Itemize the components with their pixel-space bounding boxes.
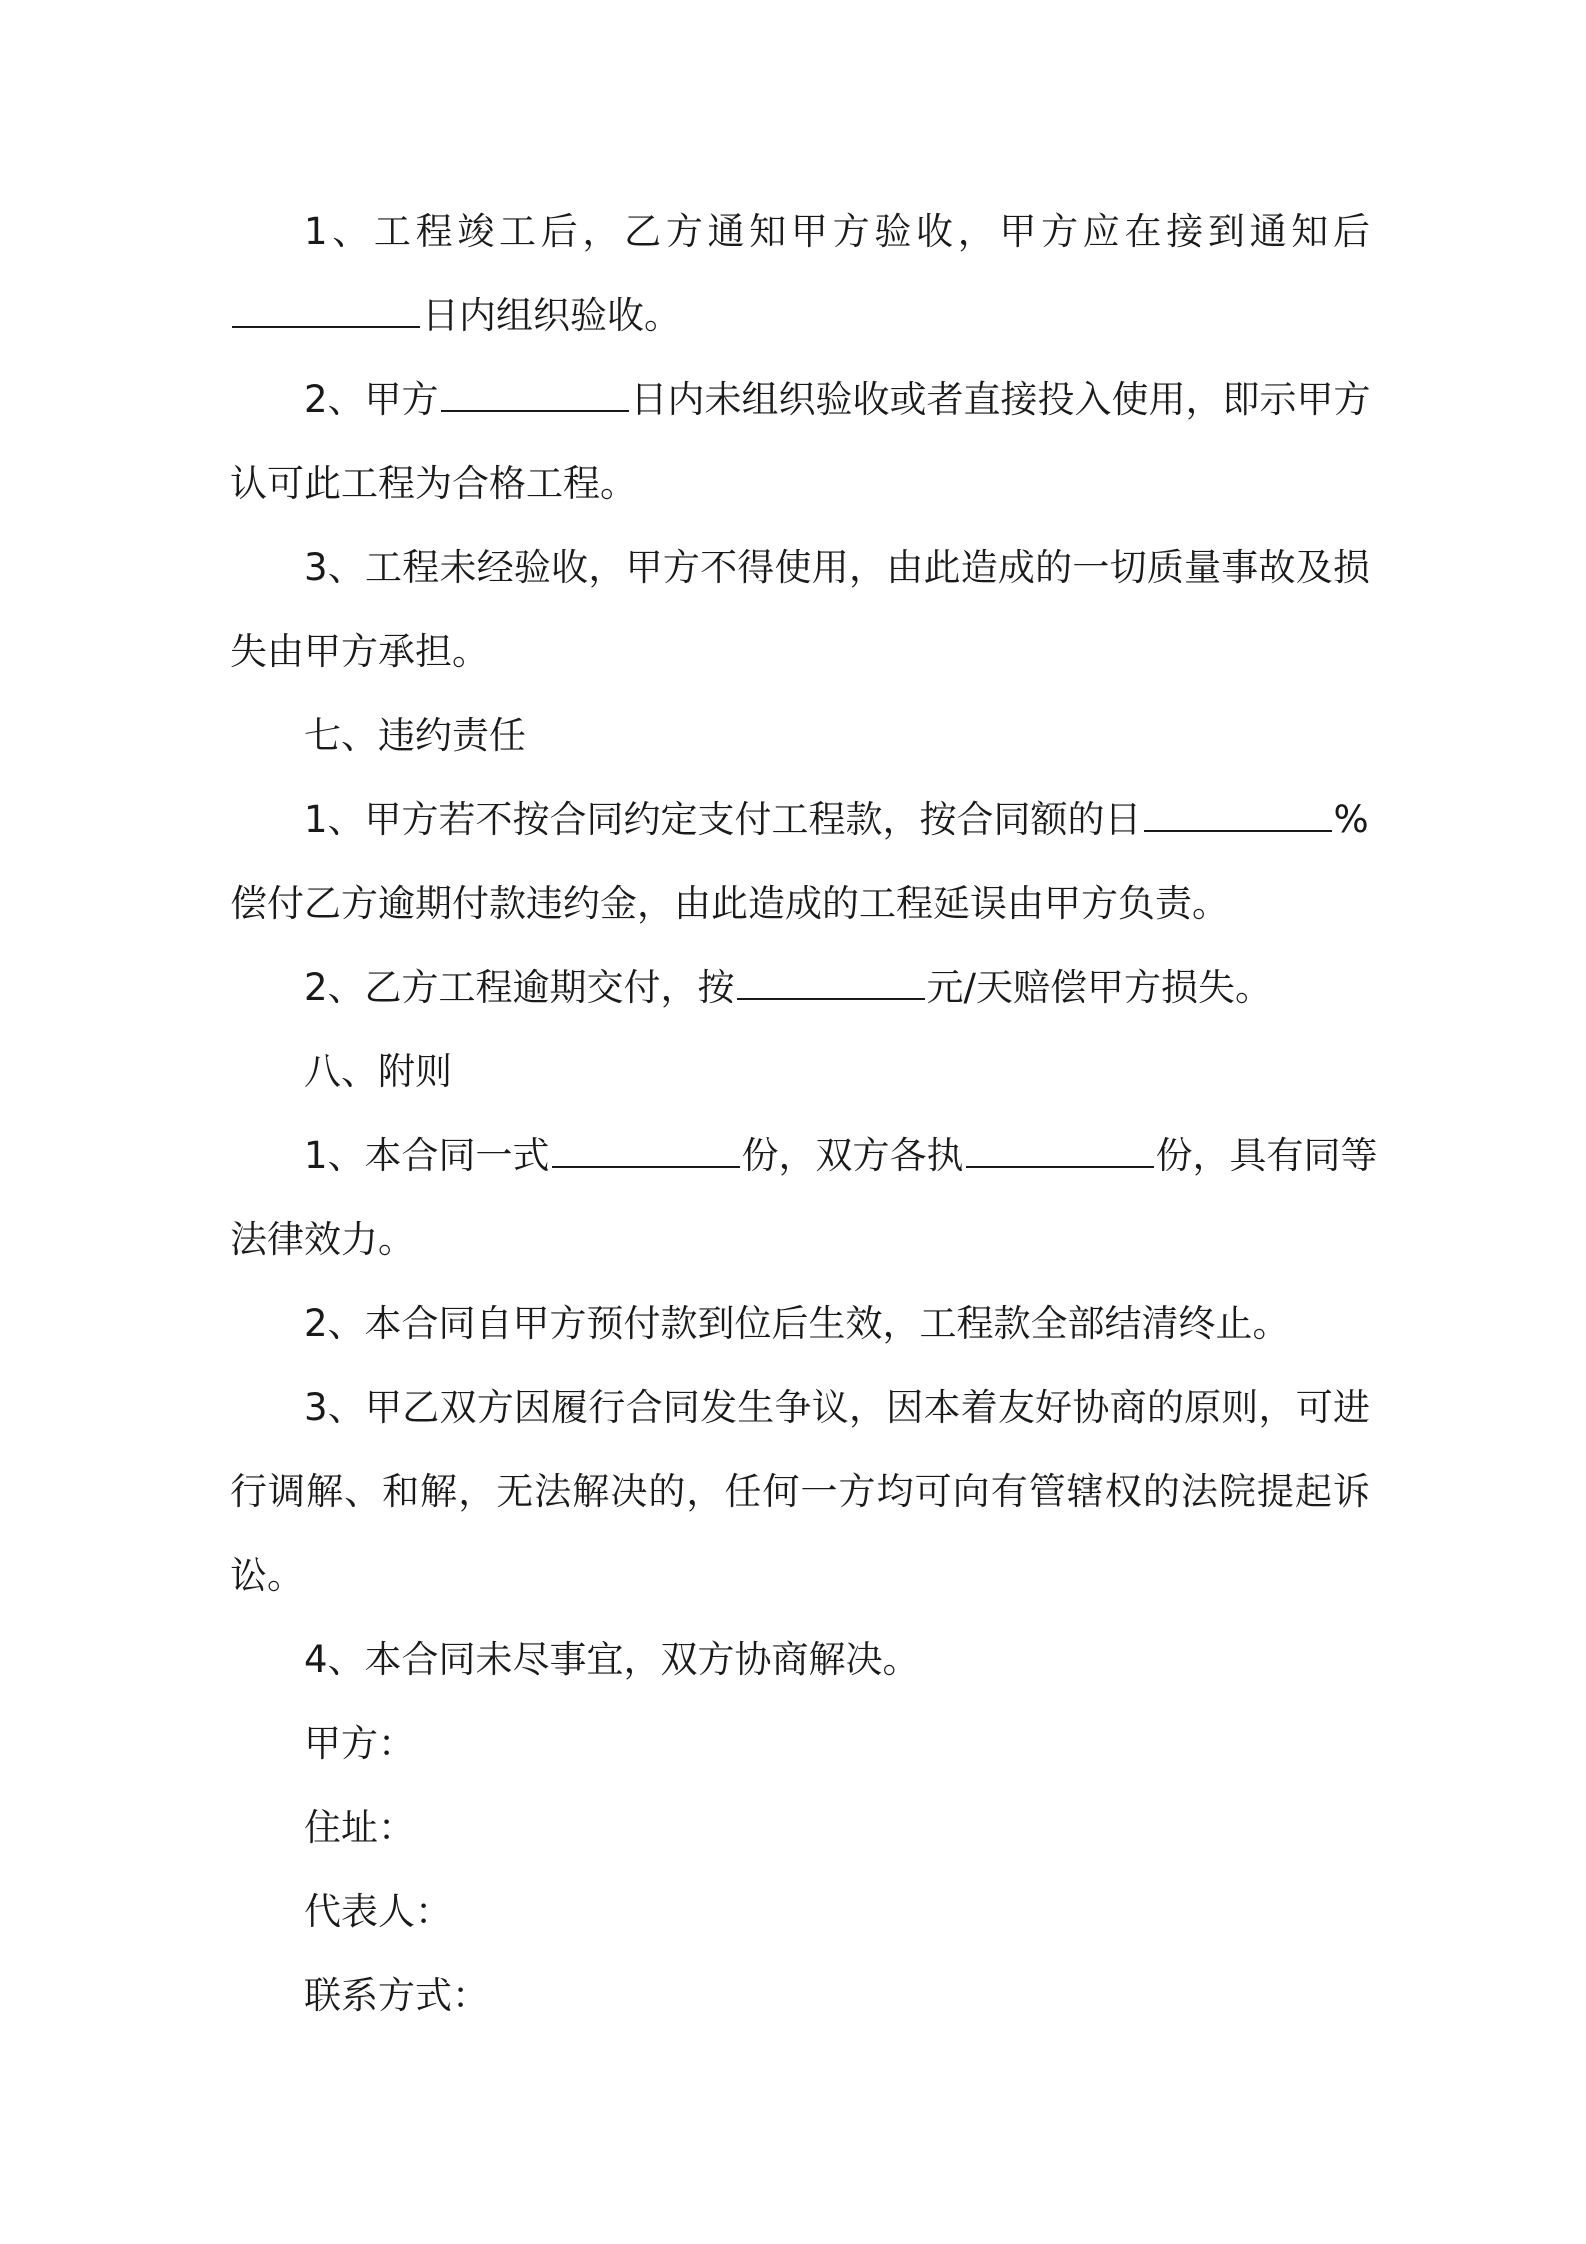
clause-6-2-text-cont: 日内未组织验收或者直接投入使用，即示甲方 bbox=[630, 378, 1371, 421]
contact-label: 联系方式： bbox=[304, 1974, 489, 2017]
signature-party-a bbox=[230, 1702, 1370, 1786]
clause-6-2-text-end: 认可此工程为合格工程。 bbox=[230, 462, 637, 505]
clause-6-3-line-1 bbox=[230, 526, 1370, 610]
fill-blank bbox=[441, 380, 629, 412]
clause-8-1-text: 1、本合同一式 bbox=[304, 1134, 550, 1177]
fill-blank bbox=[737, 968, 925, 1000]
fill-blank bbox=[552, 1136, 740, 1168]
fill-blank bbox=[1144, 800, 1332, 832]
clause-8-1-line-2 bbox=[230, 1198, 1370, 1282]
clause-8-3-text-end: 讼。 bbox=[230, 1554, 304, 1597]
clause-7-2-text-end: 元/天赔偿甲方损失。 bbox=[926, 966, 1273, 1009]
clause-8-3-line-2 bbox=[230, 1450, 1370, 1534]
section-7-title: 七、违约责任 bbox=[304, 714, 526, 757]
document-body bbox=[230, 190, 1378, 2038]
clause-8-2-line bbox=[230, 1282, 1370, 1366]
clause-6-1-text: 1、工程竣工后，乙方通知甲方验收，甲方应在接到通知后 bbox=[304, 210, 1370, 253]
clause-6-1-text-end: 日内组织验收。 bbox=[422, 294, 681, 337]
clause-6-2-line-2 bbox=[230, 442, 1370, 526]
representative-label: 代表人： bbox=[304, 1890, 452, 1933]
clause-6-1-line-1 bbox=[230, 190, 1370, 274]
clause-6-1-line-2 bbox=[230, 274, 1370, 358]
clause-7-1-line-2 bbox=[230, 862, 1370, 946]
clause-8-3-text-cont: 行调解、和解，无法解决的，任何一方均可向有管辖权的法院提起诉 bbox=[230, 1470, 1370, 1513]
clause-7-2-text: 2、乙方工程逾期交付，按 bbox=[304, 966, 735, 1009]
clause-6-2-line-1 bbox=[230, 358, 1370, 442]
clause-8-4-text: 4、本合同未尽事宜，双方协商解决。 bbox=[304, 1638, 920, 1681]
clause-6-3-text: 3、工程未经验收，甲方不得使用，由此造成的一切质量事故及损 bbox=[304, 546, 1370, 589]
clause-8-4-line bbox=[230, 1618, 1370, 1702]
clause-7-1-text: 1、甲方若不按合同约定支付工程款，按合同额的日 bbox=[304, 798, 1142, 841]
clause-8-3-line-3 bbox=[230, 1534, 1370, 1618]
party-a-label: 甲方： bbox=[304, 1722, 415, 1765]
clause-6-3-text-end: 失由甲方承担。 bbox=[230, 630, 489, 673]
clause-8-1-text-end: 法律效力。 bbox=[230, 1218, 415, 1261]
signature-address bbox=[230, 1786, 1370, 1870]
clause-8-1-text-cont: 份，具有同等 bbox=[1155, 1134, 1378, 1177]
clause-8-1-line-1 bbox=[230, 1114, 1378, 1198]
clause-6-3-line-2 bbox=[230, 610, 1370, 694]
clause-6-2-text: 2、甲方 bbox=[304, 378, 439, 421]
section-8-title: 八、附则 bbox=[304, 1050, 452, 1093]
clause-8-3-line-1 bbox=[230, 1366, 1370, 1450]
signature-representative bbox=[230, 1870, 1370, 1954]
address-label: 住址： bbox=[304, 1806, 415, 1849]
clause-7-1-line-1 bbox=[230, 778, 1370, 862]
signature-contact bbox=[230, 1954, 1370, 2038]
clause-7-2-line bbox=[230, 946, 1370, 1030]
fill-blank bbox=[966, 1136, 1154, 1168]
clause-8-3-text: 3、甲乙双方因履行合同发生争议，因本着友好协商的原则，可进 bbox=[304, 1386, 1370, 1429]
clause-8-1-text-mid: 份，双方各执 bbox=[741, 1134, 964, 1177]
percent-sign: % bbox=[1333, 798, 1369, 841]
fill-blank bbox=[232, 296, 420, 328]
clause-7-1-text-end: 偿付乙方逾期付款违约金，由此造成的工程延误由甲方负责。 bbox=[230, 882, 1229, 925]
section-heading-7 bbox=[230, 694, 1370, 778]
clause-8-2-text: 2、本合同自甲方预付款到位后生效，工程款全部结清终止。 bbox=[304, 1302, 1290, 1345]
section-heading-8 bbox=[230, 1030, 1370, 1114]
